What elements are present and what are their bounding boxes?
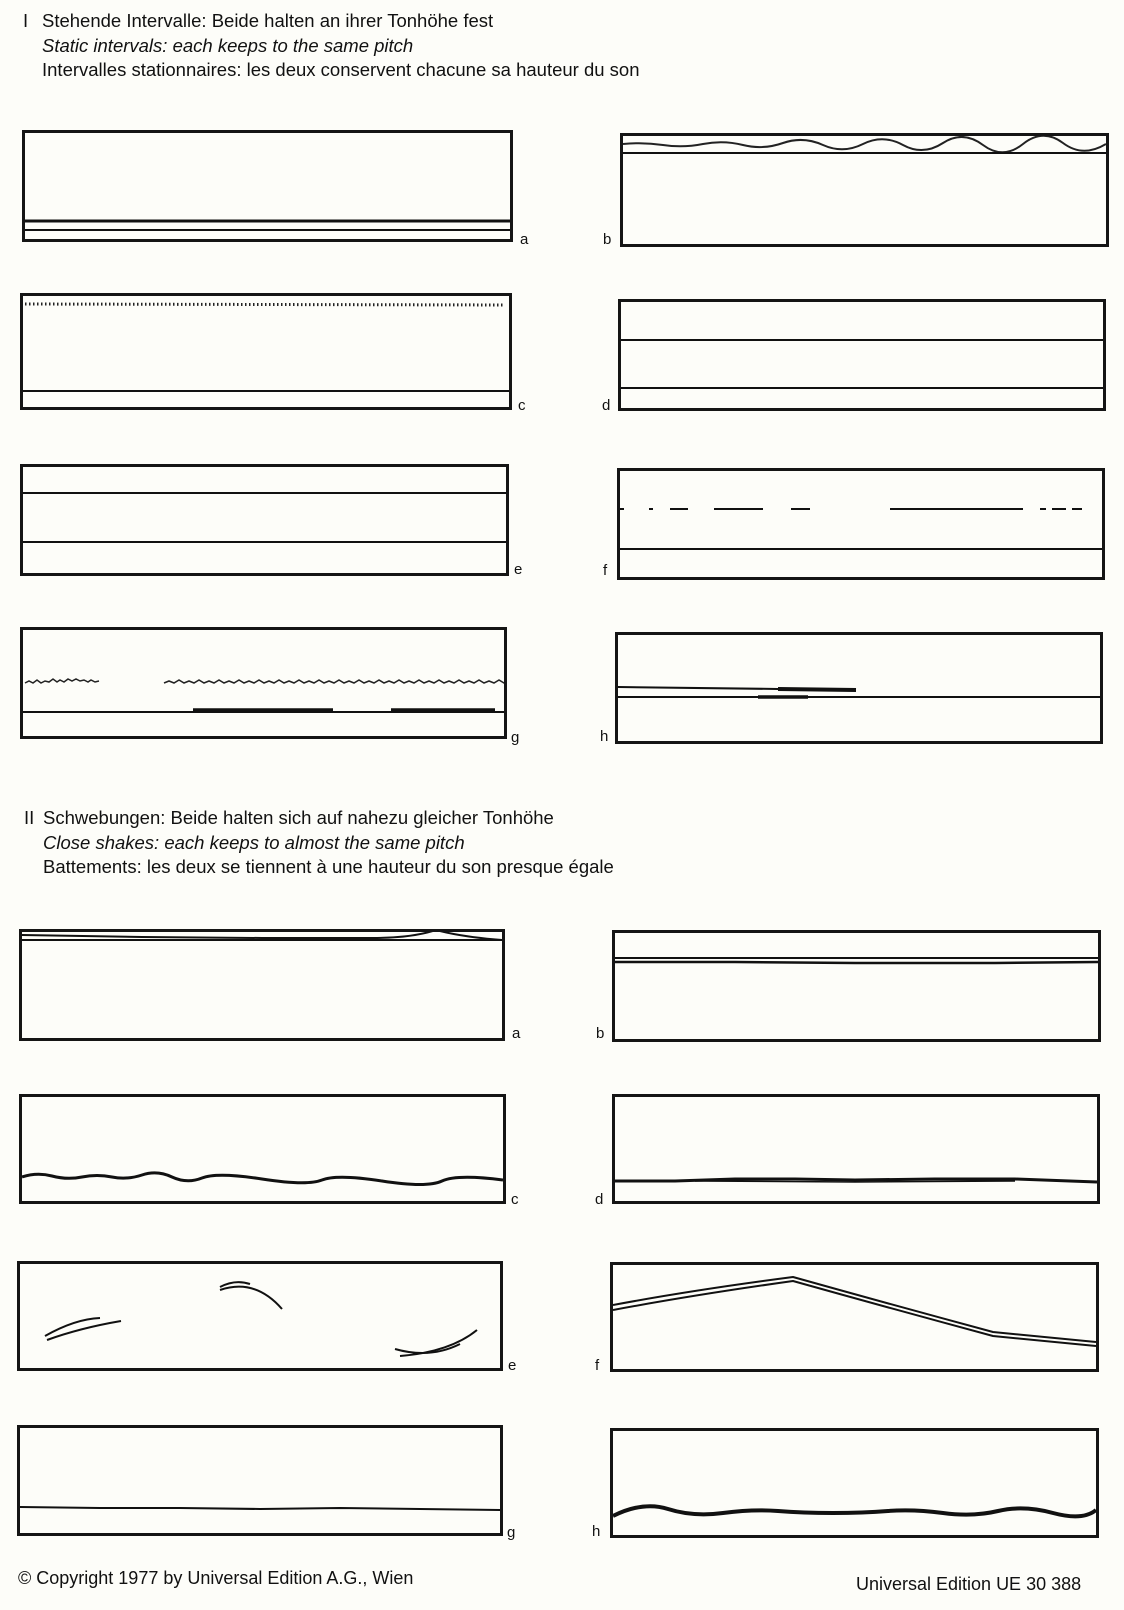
diagram-2e: [17, 1261, 503, 1371]
section-1-title-en: Static intervals: each keeps to the same pitch: [42, 34, 414, 56]
diagram-1h: [615, 632, 1103, 744]
section-2-number: II: [24, 807, 35, 828]
diagram-2c-label: c: [511, 1191, 519, 1208]
diagram-1g-label: g: [511, 729, 520, 746]
diagram-2e-label: e: [508, 1357, 517, 1374]
diagram-2f: [610, 1262, 1099, 1372]
section-2-heading: [24, 806, 614, 880]
section-2-title-fr: Battements: les deux se tiennent à une hauteur du son presque égale: [43, 856, 614, 877]
section-1-title-fr: Intervalles stationnaires: les deux conservent chacune sa hauteur du son: [42, 59, 640, 80]
edition-number: Universal Edition UE 30 388: [856, 1574, 1082, 1594]
diagram-2a: [19, 929, 505, 1041]
diagram-2d-label: d: [595, 1191, 604, 1208]
section-2-title-en: Close shakes: each keeps to almost the same pitch: [43, 831, 465, 853]
diagram-2h: [610, 1428, 1099, 1538]
diagram-2a-label: a: [512, 1025, 521, 1042]
diagram-1b-label: b: [603, 231, 612, 248]
diagram-1e: [20, 464, 509, 576]
diagram-1c: [20, 293, 512, 410]
diagram-1a: [22, 130, 513, 242]
diagram-1f-label: f: [603, 562, 608, 579]
diagram-1d: [618, 299, 1106, 411]
diagram-2g-label: g: [507, 1524, 516, 1541]
diagram-1c-label: c: [518, 397, 526, 414]
diagram-1a-label: a: [520, 231, 529, 248]
diagram-2h-label: h: [592, 1523, 601, 1540]
diagram-2f-label: f: [595, 1357, 600, 1374]
section-1-heading: [23, 9, 640, 83]
section-1-title-de: Stehende Intervalle: Beide halten an ihrer Tonhöhe fest: [42, 10, 494, 31]
copyright-notice: © Copyright 1977 by Universal Edition A.G., Wien: [18, 1568, 414, 1588]
diagram-1g: [20, 627, 507, 739]
diagram-2g: [17, 1425, 503, 1536]
diagram-2d: [612, 1094, 1100, 1204]
diagram-2b: [612, 930, 1101, 1042]
diagram-1e-label: e: [514, 561, 523, 578]
section-1-number: I: [23, 10, 29, 31]
diagram-1b: [620, 133, 1109, 247]
diagram-1f: [617, 468, 1105, 580]
diagram-1h-label: h: [600, 728, 609, 745]
diagram-1d-label: d: [602, 397, 611, 414]
diagram-2c: [19, 1094, 506, 1204]
diagram-2b-label: b: [596, 1025, 605, 1042]
section-2-title-de: Schwebungen: Beide halten sich auf nahezu gleicher Tonhöhe: [43, 807, 554, 828]
